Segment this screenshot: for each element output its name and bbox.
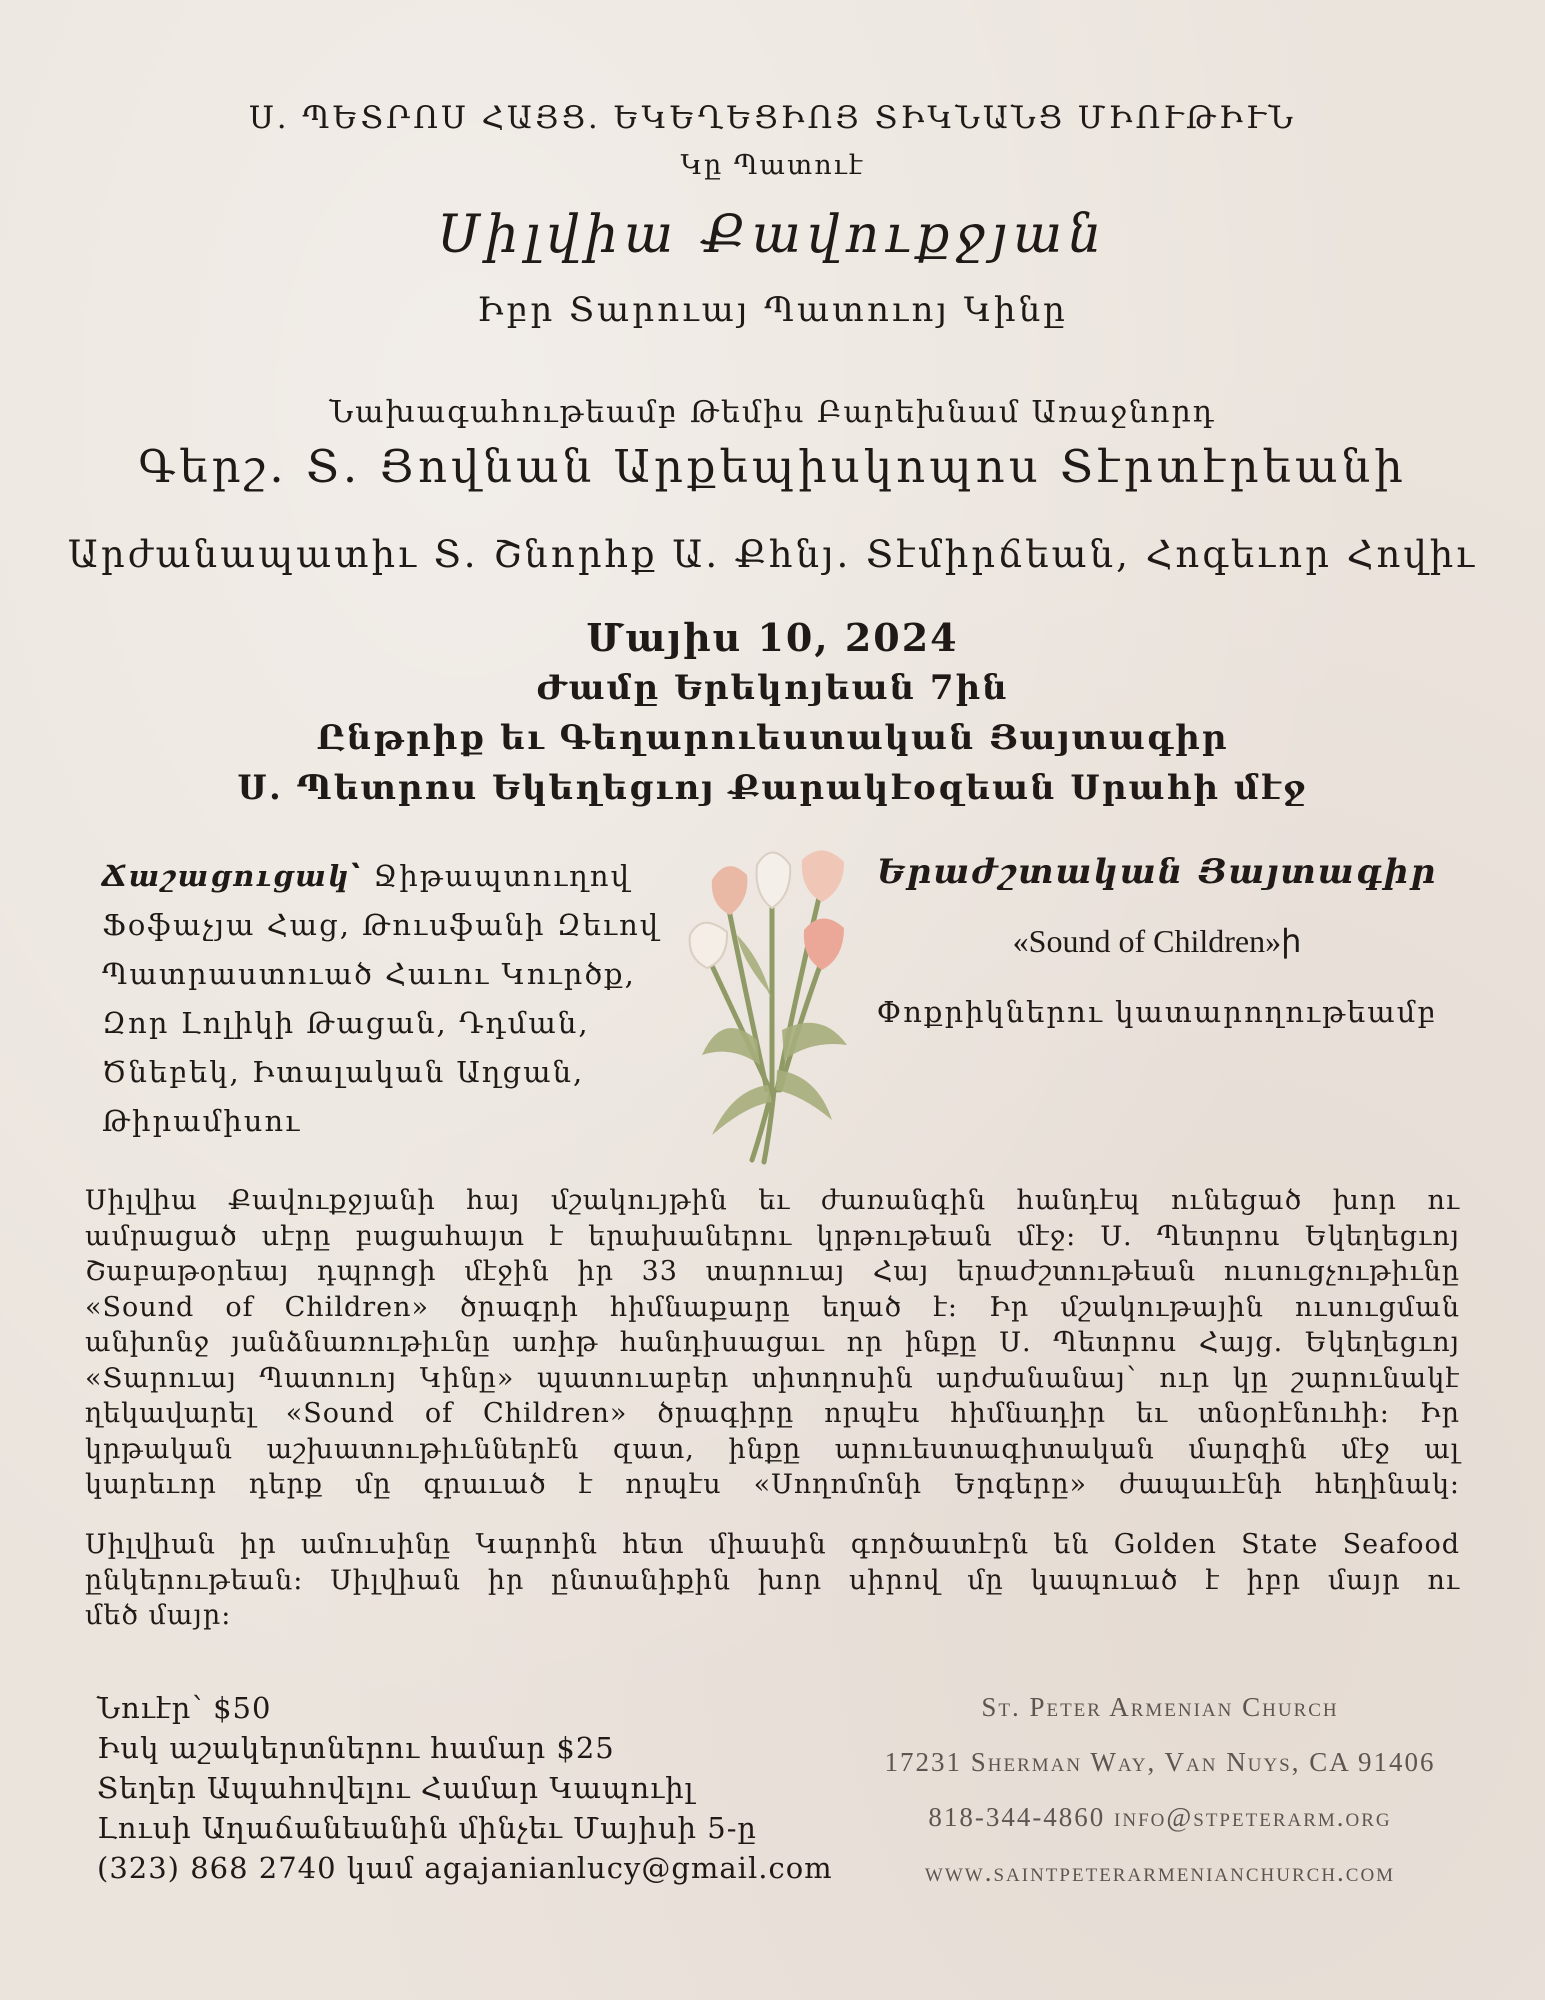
concert-title: Երաժշտական Յայտագիր — [876, 852, 1438, 892]
bio-line: ընկերութեան: Սիլվիան իր ընտանիքին խոր սիրով մը կապուած է իբր մայր ու — [85, 1564, 1460, 1596]
menu-item: Պատրաստուած Հաւու Կուրծք, — [102, 957, 636, 991]
concert-performers: Փոքրիկներու կատարողութեամբ — [876, 995, 1438, 1029]
event-time: Ժամը Երեկոյեան 7ին — [536, 668, 1009, 708]
pastor-name: Արժանապատիւ Տ. Շնորհք Ա. Քհնյ. Տէմիրճեան, Հոգեւոր Հովիւ — [67, 533, 1478, 576]
menu-item: Զոր Լոլիկի Թացան, Դդման, — [102, 1006, 590, 1040]
event-date: Մայիս 10, 2024 — [586, 615, 959, 660]
menu-item: Ֆօֆաչյա Հաց, Թուսֆանի Զեւով — [102, 908, 661, 942]
church-website: www.saintpeterarmenianchurch.com — [924, 1857, 1396, 1887]
menu-item: Ծնեբեկ, Իտալական Աղցան, — [102, 1055, 585, 1089]
bio-line: անխոնջ յանձնառութիւնը առիթ հանդիսացաւ որ ինքը Ս. Պետրոս Հայց. Եկեղեցւոյ — [85, 1327, 1460, 1358]
menu-item: Թիրամիսու — [102, 1104, 302, 1138]
bio-line: կրթական աշխատութիւններէն զատ, ինքը արուեստագիտական մարզին մէջ ալ — [85, 1433, 1460, 1465]
church-name: St. Peter Armenian Church — [981, 1692, 1339, 1722]
bio-line: «Sound of Children» ծրագրի հիմնաքարը եղած է: Իր մշակութային ուսուցման — [85, 1291, 1460, 1323]
organization-name: Ս. ՊԵՏՐՈՍ ՀԱՅՑ. ԵԿԵՂԵՑԻՈՅ ՏԻԿՆԱՆՑ ՄԻՈՒԹԻՒՆ — [248, 100, 1297, 136]
reservation-text: Տեղեր Ապահովելու Համար Կապուիլ — [97, 1771, 695, 1805]
ticket-price: Նուէր՝ $50 — [97, 1691, 272, 1725]
bio-paragraph-2 — [85, 1527, 1460, 1634]
honoree-title: Իբր Տարուայ Պատուոյ Կինը — [477, 290, 1068, 330]
reservation-contact: (323) 868 2740 կամ agajanianlucy@gmail.com — [97, 1851, 833, 1885]
bio-line: Շաբաթօրեայ դպրոցի մէջին իր 33 տարուայ Հայ երաժշտութեան ուսուցչութիւնը — [85, 1256, 1460, 1287]
bio-paragraph-1 — [85, 1183, 1460, 1503]
church-contact: 818-344-4860 info@stpeterarm.org — [928, 1802, 1392, 1832]
event-venue: Ս. Պետրոս Եկեղեցւոյ Քարակէօզեան Սրահի մէջ — [237, 768, 1308, 808]
menu-item: Ջիթապտուղով — [373, 859, 631, 893]
honoree-name: Սիլվիա Քավուքջյան — [437, 205, 1108, 265]
event-dinner: Ընթրիք եւ Գեղարուեստական Յայտագիր — [316, 718, 1229, 758]
ticket-info — [97, 1688, 833, 1888]
menu-label: Ճաշացուցակ՝ — [102, 859, 363, 893]
presents-text: Կը Պատուէ — [680, 150, 865, 181]
archbishop-name: Գերշ. Տ. Յովնան Արքեպիսկոպոս Տէրտէրեանի — [138, 440, 1407, 493]
menu-first-line — [102, 852, 692, 901]
bio-line: մեծ մայր: — [85, 1600, 232, 1631]
concert-program: «Sound of Children»ի — [1012, 923, 1302, 959]
reservation-contact-name: Լուսի Աղաճանեանին մինչեւ Մայիսի 5-ը — [97, 1811, 757, 1845]
bio-line: ամրացած սէրը բացահայտ է երախաներու կրթութեան մէջ: Ս. Պետրոս Եկեղեցւոյ — [85, 1220, 1460, 1252]
bio-line: Սիլվիան իր ամուսինը Կարոին հետ միասին գործատէրն են Golden State Seafood — [85, 1529, 1460, 1560]
bio-line: «Տարուայ Պատուոյ Կինը» պատուաբեր տիտղոսին արժանանայ՝ ուր կը շարունակէ — [85, 1362, 1460, 1394]
student-price: Իսկ աշակերտներու համար $25 — [97, 1731, 615, 1765]
bio-line: Սիլվիա Քավուքջյանի հայ մշակույթին եւ ժառանգին հանդէպ ունեցած խոր ու — [85, 1185, 1460, 1216]
church-address: 17231 Sherman Way, Van Nuys, CA 91406 — [884, 1747, 1436, 1777]
bio-line: ղեկավարել «Sound of Children» ծրագիրը որպէս հիմնադիր եւ տնօրէնուհի: Իր — [85, 1398, 1460, 1429]
presidency-text: Նախագահութեամբ Թեմիս Բարեխնամ Առաջնորդ — [329, 395, 1216, 430]
bio-line: կարեւոր դերք մը գրաւած է որպէս «Սողոմոնի Երգերը» ժապաւէնի հեղինակ: — [85, 1469, 1460, 1500]
menu-block — [102, 852, 692, 1146]
